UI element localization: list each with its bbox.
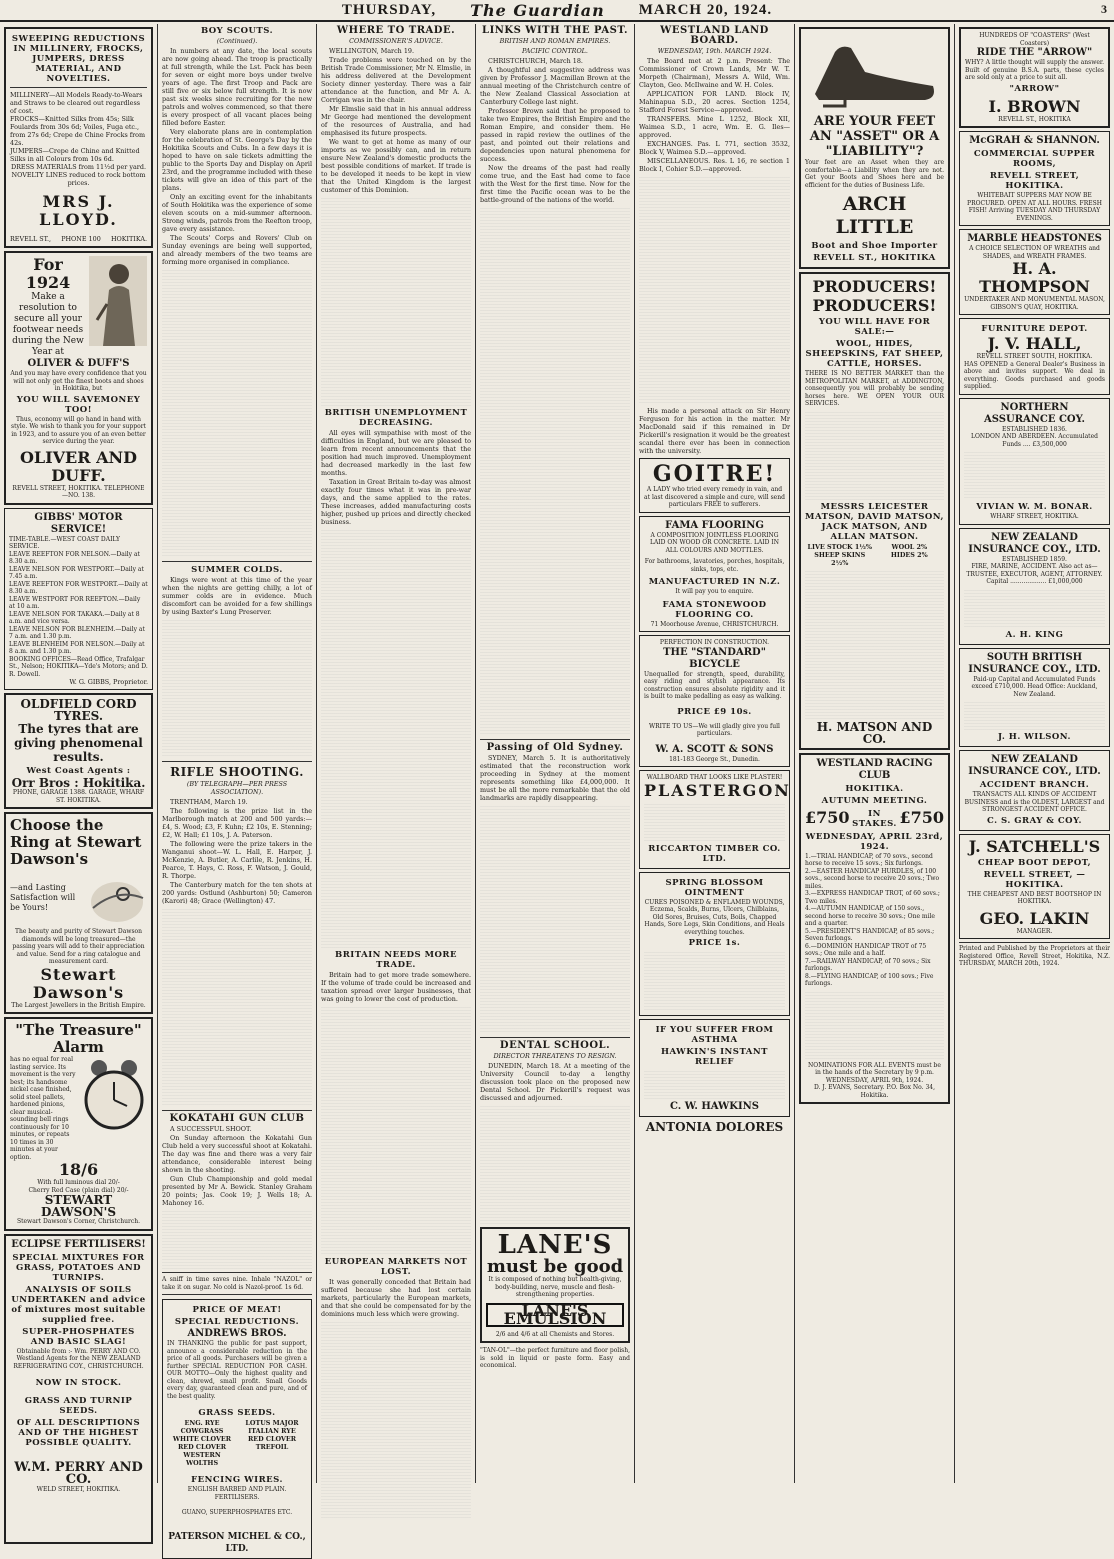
- links-paragraph: Now the dreams of the past had really come true, and the East had come to face with the West for the first time. Now for the first time the Pacific ocean was to be the battle-ground of the nations of the world.: [480, 164, 630, 204]
- summer-colds-body: Kings were wont at this time of the year when the nights are getting chilly, a lot of summer colds are in evidence. Much discomfort can be avoided for a few shillings by using Baxter's Lung Preserver.: [162, 576, 312, 616]
- satchell-address: REVELL STREET, — HOKITIKA.: [983, 869, 1086, 890]
- grass-seeds-title: GRASS SEEDS.: [198, 1408, 276, 1418]
- sydney-body: SYDNEY, March 5. It is authoritatively estimated that the reconstruction work proceeding in Sydney at the moment represents something like £4,000,000. It must be all the more remarkable that the old landmarks are rapidly disappearing.: [480, 754, 630, 802]
- scouts-paragraph: The Scouts' Corps and Rovers' Club on Sunday evenings are being well supported, and already members of the two teams are forming more organised in compliance.: [162, 234, 312, 266]
- riccarton-name: RICCARTON TIMBER CO. LTD.: [648, 843, 781, 864]
- rifle-title: RIFLE SHOOTING.: [170, 765, 304, 779]
- sd-body: The beauty and purity of Stewart Dawson diamonds will be long treasured—the passing years will add to their appreciation and value. Send for a ring catalogue and measurement card.: [12, 928, 145, 965]
- nz-insurance-accident-advertisement: [959, 750, 1110, 831]
- commission-rate: WOOL 2%: [891, 542, 928, 551]
- arch-address: REVELL ST., HOKITIKA: [813, 253, 936, 263]
- alarm-body: has no equal for real lasting service. Its movement is the very best; its handsome nickel case finished, solid steel pallets, hardened pinions, clear musical-sounding bell rings continuously for 10 minutes, or repeats 10 times in 30 minutes at your option.: [10, 1056, 76, 1161]
- nzi-established: ESTABLISHED 1859.: [1002, 555, 1067, 563]
- tyres-agents: West Coast Agents :: [26, 766, 131, 776]
- land-board-title: WESTLAND LAND BOARD.: [660, 25, 769, 46]
- fama-advertisement: [639, 516, 790, 633]
- european-markets-continued: [321, 1320, 471, 1520]
- tyres-address: PHONE, GARAGE 1388. GARAGE, WHARF ST. HOKITIKA.: [12, 789, 145, 804]
- race-entry: 1.—TRIAL HANDICAP, of 70 sovs., second horse to receive 15 sovs.; Six furlongs.: [805, 852, 933, 867]
- standard-bicycle-advertisement: [639, 635, 790, 767]
- masthead-paper-name: The Guardian: [470, 0, 605, 20]
- stakes-left: £750: [805, 808, 850, 827]
- britain-trade-title: BRITAIN NEEDS MORE TRADE.: [335, 950, 457, 970]
- gibbs-proprietor: W. G. GIBBS, Proprietor.: [69, 678, 148, 686]
- nzi-body: FIRE, MARINE, ACCIDENT. Also act as— TRUSTEE, EXECUTOR, AGENT, ATTORNEY.: [966, 563, 1103, 578]
- producers-body: THERE IS NO BETTER MARKET than the METROPOLITAN MARKET, at ADDINGTON, consequently you will probably be sending horses here. WE OPEN YOUR OUR SERVICES.: [805, 370, 944, 407]
- spring-price: PRICE 1s.: [688, 938, 741, 948]
- antonia-dolores-title: ANTONIA DOLORES: [645, 1120, 784, 1134]
- price-meat-title: PRICE OF MEAT!: [192, 1305, 282, 1315]
- nzi2-title: NEW ZEALAND INSURANCE COY., LTD.: [968, 754, 1101, 777]
- goitre-advertisement: [639, 458, 790, 513]
- seed-item: LOTUS MAJOR: [245, 1419, 299, 1427]
- matson-name: H. MATSON AND CO.: [816, 719, 933, 746]
- fencing-title: FENCING WIRES.: [191, 1475, 283, 1485]
- thompson-sub: UNDERTAKER AND MONUMENTAL MASON, GIBSON'S QUAY, HOKITIKA.: [964, 296, 1105, 311]
- commission-rate: LIVE STOCK 1½%: [807, 542, 873, 551]
- gibbs-line: LEAVE BLENHEIM FOR NELSON.—Daily at 8 a.m. and 1.30 p.m.: [9, 640, 145, 655]
- racing-secretary: D. J. EVANS, Secretary. P.O. Box No. 34, Hokitika.: [813, 1084, 935, 1099]
- seed-item: RED CLOVER: [247, 1435, 297, 1443]
- satchell-name: J. SATCHELL'S: [968, 836, 1101, 856]
- britain-trade-body: Britain had to get more trade somewhere. If the volume of trade could be increased and taxation spread over larger businesses, that was going to lower the cost of production.: [321, 971, 471, 1003]
- trade-paragraph: Trade problems were touched on by the British Trade Commissioner, Mr N. Elmslie, in his address delivered at the Development Society dinner yesterday. There was a fair attendance at the function, and Mr A. A. Corrigan was in the chair.: [321, 56, 471, 104]
- unemployment-title: BRITISH UNEMPLOYMENT DECREASING.: [324, 408, 468, 428]
- column-4: [476, 24, 635, 1483]
- arch-subtitle: Boot and Shoe Importer: [811, 241, 938, 251]
- tyres-orr: Orr Bros : Hokitika.: [11, 776, 146, 790]
- masthead-day: THURSDAY,: [341, 1, 437, 18]
- northern-title: NORTHERN ASSURANCE COY.: [984, 401, 1085, 425]
- alarm-price: 18/6: [58, 1160, 99, 1179]
- sbi-agent: J. H. WILSON.: [998, 732, 1071, 742]
- alarm-cherry: Cherry Red Case (plain dial) 20/-: [28, 1186, 129, 1194]
- links-subtitle-2: PACIFIC CONTROL.: [522, 47, 588, 55]
- standard-body: Unequalled for strength, speed, durability, easy riding and stylish appearance. Its construction ensures absolute rigidity and it is built to make pedalling as easy as walking.: [644, 670, 785, 700]
- kokatahi-paragraph: Gun Club Championship and gold medal presented by Mr A. Bewick. Stanley Graham 20 points; Jas. Cook 19; J. Wells 18; A. Mahoney 16.: [162, 1175, 312, 1207]
- seed-item: WHITE CLOVER: [172, 1435, 232, 1443]
- masthead: [0, 0, 1114, 22]
- sydney-title: Passing of Old Sydney.: [486, 742, 624, 753]
- race-entry: 6.—DOMINION HANDICAP TROT of 75 sovs.; One mile and a half.: [805, 942, 927, 957]
- lanes-emulsion-label: LANE'S EMULSION: [486, 1303, 624, 1327]
- marble-body: A CHOICE SELECTION OF WREATHS and SHADES, and WREATH FRAMES.: [969, 245, 1100, 260]
- alarm-dial: With full luminous dial 20/-: [37, 1179, 120, 1186]
- hall-advertisement: [959, 318, 1110, 395]
- thompson-name: H. A. THOMPSON: [979, 259, 1090, 296]
- racing-nominations: NOMINATIONS FOR ALL EVENTS must be in the hands of the Secretary by 9 p.m. WEDNESDAY, APRIL 9th, 1924.: [808, 1061, 941, 1084]
- standard-perfection: PERFECTION IN CONSTRUCTION.: [659, 639, 770, 646]
- dental-title: DENTAL SCHOOL.: [499, 1040, 611, 1051]
- scouts-paragraph: Very elaborate plans are in contemplation for the celebration of St. George's Day by the Hokitika Scouts and Cubs. In a few days it is hoped to have on sale tickets admitting the public to the Sports Day and Display on April 23rd, and the programme included with these tickets will give an idea of this part of the plans.: [162, 128, 312, 192]
- satchell-sub: CHEAP BOOT DEPOT,: [977, 857, 1092, 868]
- producers-sale: YOU WILL HAVE FOR SALE:—: [818, 317, 931, 337]
- unemployment-paragraph: Taxation in Great Britain to-day was almost exactly four times what it was in pre-war days, and the same applied to the rates. These increases, added manufacturing costs higher, pushed up prices and directly checked business.: [321, 478, 471, 526]
- fama-company: FAMA STONEWOOD FLOORING CO.: [662, 599, 767, 620]
- column-7: [955, 24, 1114, 1483]
- rifle-paragraph: The Canterbury match for the ten shots at 200 yards: Ostlund (Ashburton) 50; Cameron (Karori) 48; Grace (Wellington) 47.: [162, 881, 312, 905]
- nzi2-body: TRANSACTS ALL KINDS OF ACCIDENT BUSINESS and is the OLDEST, LARGEST and STRONGEST ACCIDENT OFFICE.: [964, 791, 1105, 813]
- northern-address: WHARF STREET, HOKITIKA.: [990, 513, 1079, 520]
- commission-rate: SHEEP SKINS 2½%: [814, 550, 866, 567]
- rifle-paragraph: The following were the prize takers in the Wanganui shoot—W. L. Hall, E. Harper, J. McKenzie, A. Butler, A. Carlile, R. Jenkins, H. Pearce, T. Hays, C. Ross, F. Watson, J. Gould, R. Thorpe.: [162, 840, 312, 880]
- column-3: [317, 24, 476, 1483]
- perry-name: W.M. PERRY AND CO.: [14, 1460, 143, 1487]
- producers-advertisement: [799, 272, 950, 750]
- od-save: YOU WILL SAVEMONEY TOO!: [16, 394, 141, 415]
- dental-subtitle: DIRECTOR THREATENS TO RESIGN.: [493, 1052, 617, 1060]
- masthead-date: MARCH 20, 1924.: [638, 1, 773, 18]
- hawkins-advertisement: [639, 1019, 790, 1117]
- kokatahi-paragraph: On Sunday afternoon the Kokatahi Gun Club held a very successful shoot at Kokatahi. The day was fine and there was a very fair attendance, considerable interest being shown in the shooting.: [162, 1134, 312, 1174]
- ecl-analysis: ANALYSIS OF SOILS UNDERTAKEN and advice of mixtures most suitable supplied free.: [11, 1284, 146, 1325]
- coasters-text: HUNDREDS OF "COASTERS" (West Coasters): [979, 32, 1090, 47]
- masthead-page-number: 3: [1101, 2, 1108, 16]
- hawkins-cure: HAWKIN'S INSTANT RELIEF: [660, 1047, 769, 1067]
- hall-name: J. V. HALL,: [987, 334, 1082, 353]
- kokatahi-continued: [162, 1209, 312, 1269]
- sd-lasting: —and Lasting Satisfaction will be Yours!: [10, 883, 76, 912]
- od-body: And you may have every confidence that you will not only get the finest boots and shoes in Hokitika, but: [10, 370, 147, 392]
- tyres-title: OLDFIELD CORD TYRES.: [20, 697, 137, 723]
- brown-address: REVELL ST., HOKITIKA: [998, 115, 1071, 123]
- oldfield-tyres-advertisement: [4, 693, 153, 809]
- gibbs-line: LEAVE REEFTON FOR WESTPORT.—Daily at 8.30 a.m.: [9, 580, 148, 595]
- scouts-paragraph: Only an exciting event for the inhabitants of South Hokitika was the experience of some eleven scouts on a mid-summer afternoon. Strong winds, patrols from the Reefton troop, gave every assistance.: [162, 193, 312, 233]
- unemployment-continued-text: [321, 528, 471, 948]
- gibbs-line: LEAVE NELSON FOR TAKAKA.—Daily at 8 a.m. and vice versa.: [9, 610, 140, 625]
- links-title: LINKS WITH THE PAST.: [482, 25, 628, 36]
- ecl-all: OF ALL DESCRIPTIONS AND OF THE HIGHEST POSSIBLE QUALITY.: [16, 1418, 141, 1448]
- lanes-must-be-good: must be good: [486, 1256, 624, 1277]
- fama-address: 71 Moorhouse Avenue, CHRISTCHURCH.: [650, 620, 779, 628]
- lloyd-name: MRS J. LLOYD.: [39, 192, 118, 229]
- ring-hand-illustration: [87, 868, 147, 928]
- mcgrah-shannon-advertisement: [959, 131, 1110, 226]
- fama-title: FAMA FLOORING: [665, 519, 764, 531]
- race-entry: 4.—AUTUMN HANDICAP, of 150 sovs., second horse to receive 30 sovs.; One mile and a quarter.: [805, 905, 935, 927]
- scouts-title: BOY SCOUTS.: [200, 26, 274, 36]
- producers-items: WOOL, HIDES, SHEEPSKINS, FAT SHEEP, CATTLE, HORSES.: [805, 339, 944, 369]
- thompson-advertisement: [959, 229, 1110, 315]
- imprint: Printed and Published by the Proprietors at their Registered Office, Revell Street, Hokitika, N.Z. THURSDAY, MARCH 20th, 1924.: [959, 942, 1110, 968]
- fama-subtitle: For bathrooms, lavatories, porches, hospitals, sinks, tops, etc.: [644, 558, 785, 573]
- trade-paragraph: We want to get at home as many of our imports as we possibly can, and in return ensure New Zealand's domestic products the best possible conditions of market. If trade is to be developed it needs to be kept in view that the United Kingdom is the largest customer of this Dominion.: [321, 138, 471, 194]
- racing-club-town: HOKITIKA.: [845, 783, 904, 794]
- trade-paragraph: WELLINGTON, March 19.: [329, 47, 414, 55]
- mcgrah-sub: COMMERCIAL SUPPER ROOMS,: [973, 149, 1096, 169]
- links-subtitle: BRITISH AND ROMAN EMPIRES.: [499, 37, 611, 45]
- lloyd-street: REVELL ST.,: [10, 235, 52, 243]
- nzi2-sub: ACCIDENT BRANCH.: [979, 780, 1090, 790]
- lloyd-phone: PHONE 100: [61, 235, 101, 243]
- sd-choose: Choose the Ring at Stewart Dawson's: [10, 816, 142, 868]
- lloyd-dress: DRESS MATERIALS from 11½d per yard.: [11, 163, 146, 171]
- gibbs-line: BOOKING OFFICES—Read Office, Trafalgar St., Nelson; HOKITIKA—Yde's Motors; and D. R. Dowell.: [9, 655, 148, 678]
- trade-continued-text: [321, 196, 471, 406]
- lloyd-millinery: MILLINERY—All Models Ready-to-Wears and Straws to be cleared out regardless of cost.: [10, 91, 143, 115]
- lloyd-novelty: NOVELTY LINES reduced to rock bottom prices.: [11, 171, 146, 187]
- northern-agent: VIVIAN W. M. BONAR.: [976, 502, 1093, 512]
- hall-address: REVELL STREET SOUTH, HOKITIKA.: [976, 353, 1093, 360]
- oliver-duff-advertisement: [4, 251, 153, 505]
- dental-body: DUNEDIN, March 18. At a meeting of the University Council to-day a lengthy discussion took place on the proposed new Dental School. Dr Pickerill's request was discussed and adjourned.: [480, 1062, 630, 1102]
- lloyd-frocks: FROCKS—Knitted Silks from 45s; Silk Foulards from 30s 6d; Voiles, Fuga etc., from 27s 6d; Crepe de Chine Frocks from 42s.: [10, 115, 146, 147]
- land-board-paragraph: TRANSFERS. Mine L 1252, Block XII, Waimea S.D., 1 acre, Wm. E. G. Iles—approved.: [639, 115, 790, 139]
- feet-title: ARE YOUR FEET AN "ASSET" OR A "LIABILITY"?: [809, 114, 940, 159]
- column-5: [635, 24, 795, 1483]
- shoe-illustration: [805, 32, 945, 112]
- race-entry: 2.—EASTER HANDICAP HURDLES, of 100 sovs., second horse to receive 20 sovs.; Two miles.: [805, 867, 940, 890]
- standard-write: WRITE TO US—We will gladly give you full particulars.: [649, 722, 780, 737]
- arch-little-advertisement: [799, 27, 950, 269]
- column-6: [795, 24, 955, 1483]
- northern-established: ESTABLISHED 1836.: [1002, 425, 1067, 433]
- hawkins-name: C. W. HAWKINS: [669, 1101, 760, 1112]
- satchell-body: THE CHEAPEST AND BEST BOOTSHOP IN HOKITIKA.: [967, 890, 1102, 905]
- fama-body: A COMPOSITION JOINTLESS FLOORING LAID ON WOOD OR CONCRETE. LAID IN ALL COLOURS AND MOTTLES.: [649, 531, 780, 554]
- summer-colds-continued: [162, 618, 312, 758]
- seed-item: WESTERN WOLTHS: [183, 1451, 221, 1467]
- nz-insurance-advertisement: [959, 528, 1110, 645]
- goitre-body: A LADY who tried every remedy in vain, and at last discovered a simple and cure, will send particulars FREE to sufferers.: [644, 486, 785, 508]
- gibbs-line: LEAVE WESTPORT FOR REEFTON.—Daily at 10 a.m.: [9, 595, 141, 610]
- fama-made: MANUFACTURED IN N.Z.: [648, 577, 781, 587]
- od-name: OLIVER AND DUFF.: [19, 447, 138, 485]
- northern-body: LONDON AND ABERDEEN. Accumulated Funds .... £3,500,000: [970, 433, 1098, 448]
- lloyd-jumpers: JUMPERS—Crepe de Chine and Knitted Silks in all Colours from 10s 6d.: [10, 147, 140, 163]
- summer-colds-title: SUMMER COLDS.: [191, 565, 283, 575]
- eclipse-fertilisers-advertisement: [4, 1234, 153, 1544]
- producers-title: PRODUCERS! PRODUCERS!: [812, 277, 937, 315]
- lanes-emulsion-advertisement: [480, 1227, 630, 1343]
- rifle-subtitle: (BY TELEGRAPH—PER PRESS ASSOCIATION).: [186, 780, 288, 796]
- seed-item: COWGRASS: [180, 1427, 224, 1435]
- spring-blossom-advertisement: [639, 872, 790, 1017]
- lloyd-advertisement: [4, 27, 153, 248]
- nzi2-agent: C. S. GRAY & COY.: [986, 815, 1083, 826]
- alarm-title: "The Treasure" Alarm: [15, 1021, 142, 1056]
- lloyd-headline: SWEEPING REDUCTIONS IN MILLINERY, FROCKS, JUMPERS, DRESS MATERIAL, AND NOVELTIES.: [11, 34, 146, 84]
- sd-largest: The Largest Jewellers in the British Empire.: [11, 1001, 146, 1009]
- sd-name: Stewart Dawson's: [32, 964, 125, 1002]
- northern-assurance-advertisement: [959, 398, 1110, 525]
- arrow-cycle-advertisement: [959, 27, 1110, 128]
- feet-body: Your feet are an Asset when they are comfortable—a Liability when they are not. Get your Boots and Shoes here and be efficient for the duties of Business Life.: [805, 159, 944, 189]
- arrow-title: RIDE THE "ARROW": [976, 47, 1093, 58]
- commission-rate: HIDES 2%: [890, 550, 928, 559]
- producers-firms: MESSRS LEICESTER MATSON, DAVID MATSON, JACK MATSON, AND ALLAN MATSON.: [805, 501, 944, 542]
- nazol-notice: A sniff in time saves nine. Inhale "NAZOL" or take it on sugar. No cold is Nazol-proof. 1s 6d.: [162, 1276, 312, 1291]
- lanes-name: LANE'S: [497, 1230, 613, 1260]
- plastergon-title: PLASTERGON: [644, 780, 791, 800]
- race-entry: 3.—EXPRESS HANDICAP TROT, of 60 sovs.; Two miles.: [805, 890, 940, 905]
- spring-title: SPRING BLOSSOM OINTMENT: [665, 877, 764, 898]
- dental-continued-text: [480, 1104, 630, 1224]
- trade-paragraph: Mr Elmslie said that in his annual address Mr George had mentioned the development of the resources of Australia, and had emphasised its future prospects.: [321, 105, 471, 137]
- ecl-super: SUPER-PHOSPHATES AND BASIC SLAG!: [22, 1326, 135, 1347]
- asthma-title: IF YOU SUFFER FROM ASTHMA: [655, 1025, 774, 1045]
- ecl-now: NOW IN STOCK.: [35, 1378, 122, 1388]
- column-2: [158, 24, 317, 1554]
- treasure-alarm-advertisement: [4, 1017, 153, 1231]
- mcgrah-address: REVELL STREET, HOKITIKA.: [989, 171, 1080, 191]
- european-markets-title: EUROPEAN MARKETS NOT LOST.: [324, 1257, 468, 1277]
- hall-body: HAS OPENED a General Dealer's Business in above and invites support. We deal in everything. Goods purchased and goods supplied.: [964, 360, 1105, 390]
- land-board-paragraph: MISCELLANEOUS. Res. L 16, re section 1 Block I, Cohier S.D.—approved.: [639, 157, 790, 173]
- woman-illustration: [89, 256, 147, 346]
- rifle-paragraph: TRENTHAM, March 19.: [170, 798, 248, 806]
- arch-little-name: ARCH LITTLE: [835, 193, 914, 238]
- paterson-name: PATERSON MICHEL & CO., LTD.: [168, 1531, 306, 1554]
- unemployment-paragraph: All eyes will sympathise with most of the difficulties in England, but we are pleased to learn from recent announcements that the position had much improved. Unemployment had decreased markedly in the last few months.: [321, 429, 471, 477]
- scott-name: W. A. SCOTT & SONS: [655, 743, 774, 755]
- alarm-clock-illustration: [81, 1056, 147, 1136]
- britain-trade-continued: [321, 1005, 471, 1255]
- ecl-special: SPECIAL MIXTURES FOR GRASS, POTATOES AND TURNIPS.: [12, 1252, 145, 1283]
- plastergon-advertisement: [639, 770, 790, 869]
- stewart-dawson-ring-advertisement: [4, 812, 153, 1014]
- sbi-body: Paid-up Capital and Accumulated Funds exceed £710,000. Head Office: Auckland, New Zealand.: [971, 675, 1098, 698]
- rifle-continued-text: [162, 907, 312, 1107]
- lakin-sub: MANAGER.: [1016, 927, 1053, 935]
- european-markets-body: It was generally conceded that Britain had suffered because she had lost certain markets, particularly the European markets, and that she could be compensated for by the dominions much less which were growing.: [321, 1278, 471, 1318]
- scott-address: 181-183 George St., Dunedin.: [669, 755, 760, 763]
- trade-title: WHERE TO TRADE.: [336, 25, 456, 36]
- racing-club-title: WESTLAND RACING CLUB: [816, 757, 933, 781]
- race-entry: 7.—RAILWAY HANDICAP, of 70 sovs.; Six furlongs.: [805, 957, 931, 972]
- gibbs-line: TIME-TABLE.—WEST COAST DAILY SERVICE.: [9, 535, 121, 550]
- links-paragraph: CHRISTCHURCH, March 18.: [488, 57, 583, 65]
- links-paragraph: Professor Brown said that he proposed to take two Empires, the British Empire and the Roman Empire, and consider them. He passed in rapid review the outlines of the past, and pointed out their relations and dependencies upon natural phenomena for success.: [480, 107, 630, 163]
- lanes-price: 2/6 and 4/6 at all Chemists and Stores.: [495, 1330, 615, 1338]
- ecl-grass: GRASS AND TURNIP SEEDS.: [24, 1396, 133, 1416]
- mcgrah-title: McGRAH & SHANNON.: [969, 135, 1100, 146]
- trade-subtitle: COMMISSIONER'S ADVICE.: [349, 37, 443, 45]
- gibbs-title: GIBBS' MOTOR SERVICE!: [34, 511, 123, 535]
- standard-price: PRICE £9 10s.: [677, 706, 752, 717]
- land-board-paragraph: The Board met at 2 p.m. Present: The Commissioner of Crown Lands, Mr W. T. Morpeth (Chairman), Messrs A. Wild, Wm. Clayton, Geo. McIlwaine and W. H. Coles.: [639, 57, 790, 89]
- land-board-continued-text: [639, 175, 790, 405]
- od-year: For 1924: [25, 255, 71, 292]
- od-store: OLIVER & DUFF'S: [27, 358, 130, 369]
- andrews-name: ANDREWS BROS.: [187, 1328, 287, 1339]
- racing-club-advertisement: [799, 753, 950, 1105]
- land-board-date: WEDNESDAY, 19th. MARCH 1924.: [657, 47, 772, 55]
- marble-title: MARBLE HEADSTONES: [967, 233, 1102, 244]
- satchell-advertisement: [959, 834, 1110, 940]
- od-thanks: Thus, economy will go hand in hand with style. We wish to thank you for your support in 1923, and to assure you of an even better service during the year.: [11, 415, 146, 445]
- gibbs-advertisement: [4, 508, 153, 691]
- tan-ol-notice: "TAN-OL"—the perfect furniture and floor polish, is sold in liquid or paste form. Easy and economical.: [480, 1347, 630, 1369]
- nzi-title: NEW ZEALAND INSURANCE COY., LTD.: [968, 531, 1101, 555]
- page-columns: [0, 24, 1114, 1554]
- alarm-corner: Stewart Dawson's Corner, Christchurch.: [16, 1218, 141, 1225]
- seed-item: RED CLOVER: [177, 1443, 227, 1451]
- column-1: [0, 24, 158, 1493]
- arrow-name: "ARROW": [1009, 83, 1060, 94]
- ecl-title: ECLIPSE FERTILISERS!: [11, 1238, 146, 1250]
- racing-date: WEDNESDAY, APRIL 23rd, 1924.: [805, 831, 944, 852]
- gibbs-line: LEAVE NELSON FOR WESTPORT.—Daily at 7.45 a.m.: [9, 565, 144, 580]
- mcgrah-body: WHITEBAIT SUPPERS MAY NOW BE PROCURED. OPEN AT ALL HOURS. FRESH FISH! Arriving TUESDAY AND THURSDAY EVENINGS.: [967, 192, 1102, 222]
- price-meat-sub: SPECIAL REDUCTIONS.: [174, 1317, 300, 1327]
- nzi-capital: Capital ................... £1,000,000: [986, 578, 1083, 585]
- kokatahi-title: KOKATAHI GUN CLUB: [169, 1113, 305, 1124]
- furniture-title: FURNITURE DEPOT.: [981, 324, 1088, 334]
- land-board-paragraph: EXCHANGES. Pas. L 771, section 3532, Block V, Waimea S.D.—approved.: [639, 140, 790, 156]
- dental-continued-body: His made a personal attack on Sir Henry Ferguson for his action in the matter. Mr MacDonald said if this remained in Dr Pickerill's resignation it would be the greatest scandal there ever has been in connection with the university.: [639, 407, 790, 455]
- nzi-agent: A. H. KING: [1005, 629, 1064, 640]
- goitre-title: GOITRE!: [652, 461, 777, 487]
- standard-title: THE "STANDARD" BICYCLE: [663, 646, 766, 670]
- plastergon-body: WALLBOARD THAT LOOKS LIKE PLASTER!: [646, 774, 783, 781]
- fencing-body: ENGLISH BARBED AND PLAIN. FERTILISERS.: [187, 1486, 287, 1501]
- od-resolution: Make a resolution to secure all your footwear needs during the New Year at: [12, 292, 84, 357]
- seed-item: ENG. RYE: [184, 1419, 220, 1427]
- guano-body: GUANO, SUPERPHOSPHATES ETC.: [181, 1509, 293, 1516]
- gibbs-line: LEAVE NELSON FOR BLENHEIM.—Daily at 7 a.m. and 1.30 p.m.: [9, 625, 145, 640]
- land-board-paragraph: APPLICATION FOR LAND. Block IV, Mahinapua S.D., 20 acres. Section 1254, Stafford Forest Service—approved.: [639, 90, 790, 114]
- race-entry: 5.—PRESIDENT'S HANDICAP, of 85 sovs.; Seven furlongs.: [805, 927, 935, 942]
- andrews-body: IN THANKING the public for past support, announce a considerable reduction in the price of all goods. Purchasers will be given a further SPECIAL REDUCTION FOR CASH. OUR MOTTO—Only the highest quality and clean, shrewd, small profit. Small Goods every day, guaranteed clean and pure, and of the best quality.: [167, 1340, 307, 1400]
- fama-pay: It will pay you to enquire.: [675, 588, 754, 595]
- od-address: REVELL STREET, HOKITIKA. TELEPHONE—NO. 138.: [12, 484, 145, 499]
- andrews-bros-advertisement: [162, 1299, 312, 1559]
- ecl-obtain: Obtainable from :- Wm. PERRY AND CO. Westland Agents for the NEW ZEALAND REFRIGERATING COY., CHRISTCHURCH.: [13, 1347, 144, 1370]
- sydney-continued-text: [480, 804, 630, 1034]
- scouts-continued-text: [162, 268, 312, 558]
- spring-body: CURES POISONED & ENFLAMED WOUNDS, Eczema, Scalds, Burns, Ulcers, Chilblains, Old Sores, Bruises, Cuts, Boils, Chapped Hands, Sore Legs, Skin Conditions, and Heals everything touches.: [644, 898, 785, 936]
- lakin-name: GEO. LAKIN: [979, 908, 1090, 928]
- south-british-advertisement: [959, 648, 1110, 748]
- gibbs-line: LEAVE REEFTON FOR NELSON.—Daily at 8.30 a.m.: [9, 550, 140, 565]
- scouts-paragraph: In numbers at any date, the local scouts are now going ahead. The troop is practically at full strength, while the Lst. Pack has been for seven or eight more boys under twelve years of age. The first Troop and Pack are still five or six below full strength. It is now past six weeks since recruiting for the new patrols and wolves commenced, so that there is every prospect of all vacant places being filled before Easter.: [162, 47, 312, 127]
- links-paragraph: A thoughtful and suggestive address was given by Professor J. Macmillan Brown at the annual meeting of the Christchurch centre of the New Zealand Classical Association at Canterbury College last night.: [480, 66, 630, 106]
- rifle-paragraph: The following is the prize list in the Marlborough match at 200 and 500 yards:—£4, S. Wood; £3, F. Kuhn; £2 10s, E. Stenning; £2, W. Hall; £1 10s, J. A. Paterson.: [162, 807, 312, 839]
- racing-club-meeting: AUTUMN MEETING.: [821, 795, 928, 806]
- scouts-continued: (Continued).: [216, 37, 258, 45]
- stakes-right: £750: [899, 808, 944, 827]
- seed-item: ITALIAN RYE: [248, 1427, 296, 1435]
- kokatahi-paragraph: A SUCCESSFUL SHOOT.: [170, 1125, 252, 1133]
- stakes-label: IN STAKES.: [852, 808, 897, 829]
- links-continued-text: [480, 206, 630, 736]
- lloyd-town: HOKITIKA.: [110, 235, 147, 243]
- lanes-body: It is composed of nothing but health-giving, body-building, nerve, muscle and flesh-strengthening properties.: [488, 1276, 622, 1298]
- arrow-body: WHY? A little thought will supply the answer. Built of genuine B.S.A. parts, these cycles are sold only at a price to suit all.: [965, 59, 1104, 81]
- brown-name: I. BROWN: [988, 96, 1081, 116]
- tyres-slogan: The tyres that are giving phenomenal results.: [14, 722, 143, 764]
- sbi-title: SOUTH BRITISH INSURANCE COY., LTD.: [968, 651, 1101, 675]
- race-entry: 8.—FLYING HANDICAP, of 100 sovs.; Five furlongs.: [805, 972, 934, 987]
- perry-address: WELD STREET, HOKITIKA.: [36, 1486, 121, 1493]
- alarm-name: STEWART DAWSON'S: [40, 1193, 117, 1219]
- seed-item: TREFOIL: [255, 1443, 289, 1451]
